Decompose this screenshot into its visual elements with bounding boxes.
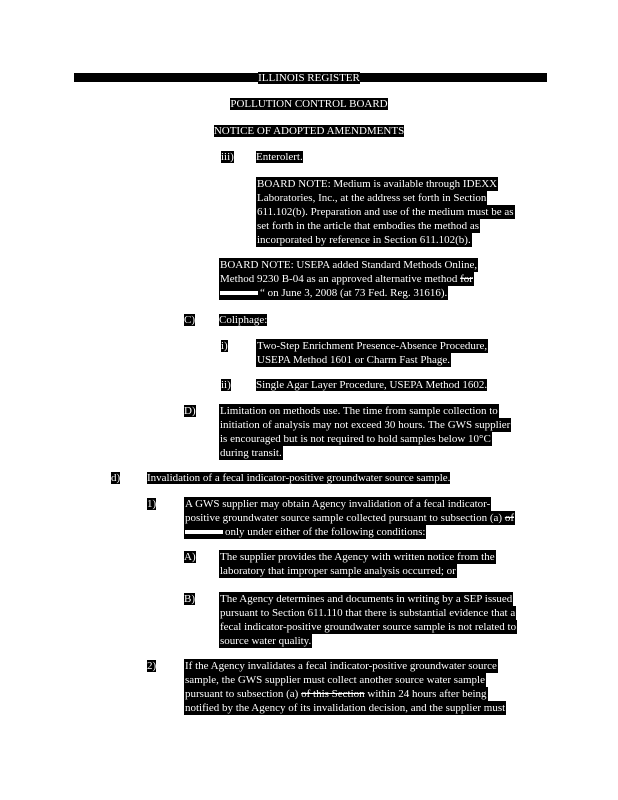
item-C-ii-text: Single Agar Layer Procedure, USEPA Method 1602. <box>256 379 488 391</box>
item-C-text: Coliphage: <box>219 314 268 326</box>
item-d1-marker: 1) <box>147 498 157 510</box>
item-C-i-marker: i) <box>221 340 228 352</box>
item-C-marker: C) <box>184 314 195 326</box>
redacted-mark <box>185 530 223 534</box>
item-d2-text: If the Agency invalidates a fecal indicator-positive groundwater source sample, the GWS supplier must collect another source water sample pursuant to subsection (a) of this Section within 24 hours after being notified by the Agency of its invalidation decision, and the supplier must <box>185 660 506 714</box>
item-C-ii-marker: ii) <box>221 379 231 391</box>
item-A-text: The supplier provides the Agency with written notice from the laboratory that improper sample analysis occurred; or <box>220 551 495 577</box>
board-note-2: BOARD NOTE: USEPA added Standard Methods Online, Method 9230 B-04 as an approved alternative method for “ on June 3, 2008 (at 73 Fed. Reg. 31616). <box>220 259 478 299</box>
item-C-i-text: Two-Step Enrichment Presence-Absence Procedure, USEPA Method 1601 or Charm Fast Phage. <box>257 340 488 366</box>
item-iii-text: Enterolert. <box>256 151 303 163</box>
item-d2-marker: 2) <box>147 660 157 672</box>
item-B-marker: B) <box>184 593 195 605</box>
item-B-text: The Agency determines and documents in writing by a SEP issued pursuant to Section 611.110 that there is substantial evidence that a fecal indicator-positive groundwater source sample is not related to source water quality. <box>220 593 517 647</box>
board-note-1: BOARD NOTE: Medium is available through IDEXX Laboratories, Inc., at the address set forth in Section 611.102(b). Preparation and use of the medium must be as set forth in the article that embodies the method as incorporated by reference in Section 611.102(b). <box>257 178 514 246</box>
item-D-marker: D) <box>184 405 196 417</box>
item-A-marker: A) <box>184 551 196 563</box>
item-iii-marker: iii) <box>221 151 234 163</box>
item-d-text: Invalidation of a fecal indicator-positive groundwater source sample. <box>147 472 451 484</box>
register-title: ILLINOIS REGISTER <box>258 72 360 84</box>
notice-title: NOTICE OF ADOPTED AMENDMENTS <box>213 125 405 137</box>
item-D-text: Limitation on methods use. The time from sample collection to initiation of analysis may not exceed 30 hours. The GWS supplier is encouraged but is not required to hold samples below 10°C during transit. <box>220 405 511 459</box>
item-d-marker: d) <box>111 472 121 484</box>
item-d1-text: A GWS supplier may obtain Agency invalidation of a fecal indicator- positive groundwater source sample collected pursuant to subsection (a) of only under either of the following conditions: <box>185 498 514 538</box>
board-title: POLLUTION CONTROL BOARD <box>230 98 388 110</box>
redacted-mark <box>220 291 258 295</box>
